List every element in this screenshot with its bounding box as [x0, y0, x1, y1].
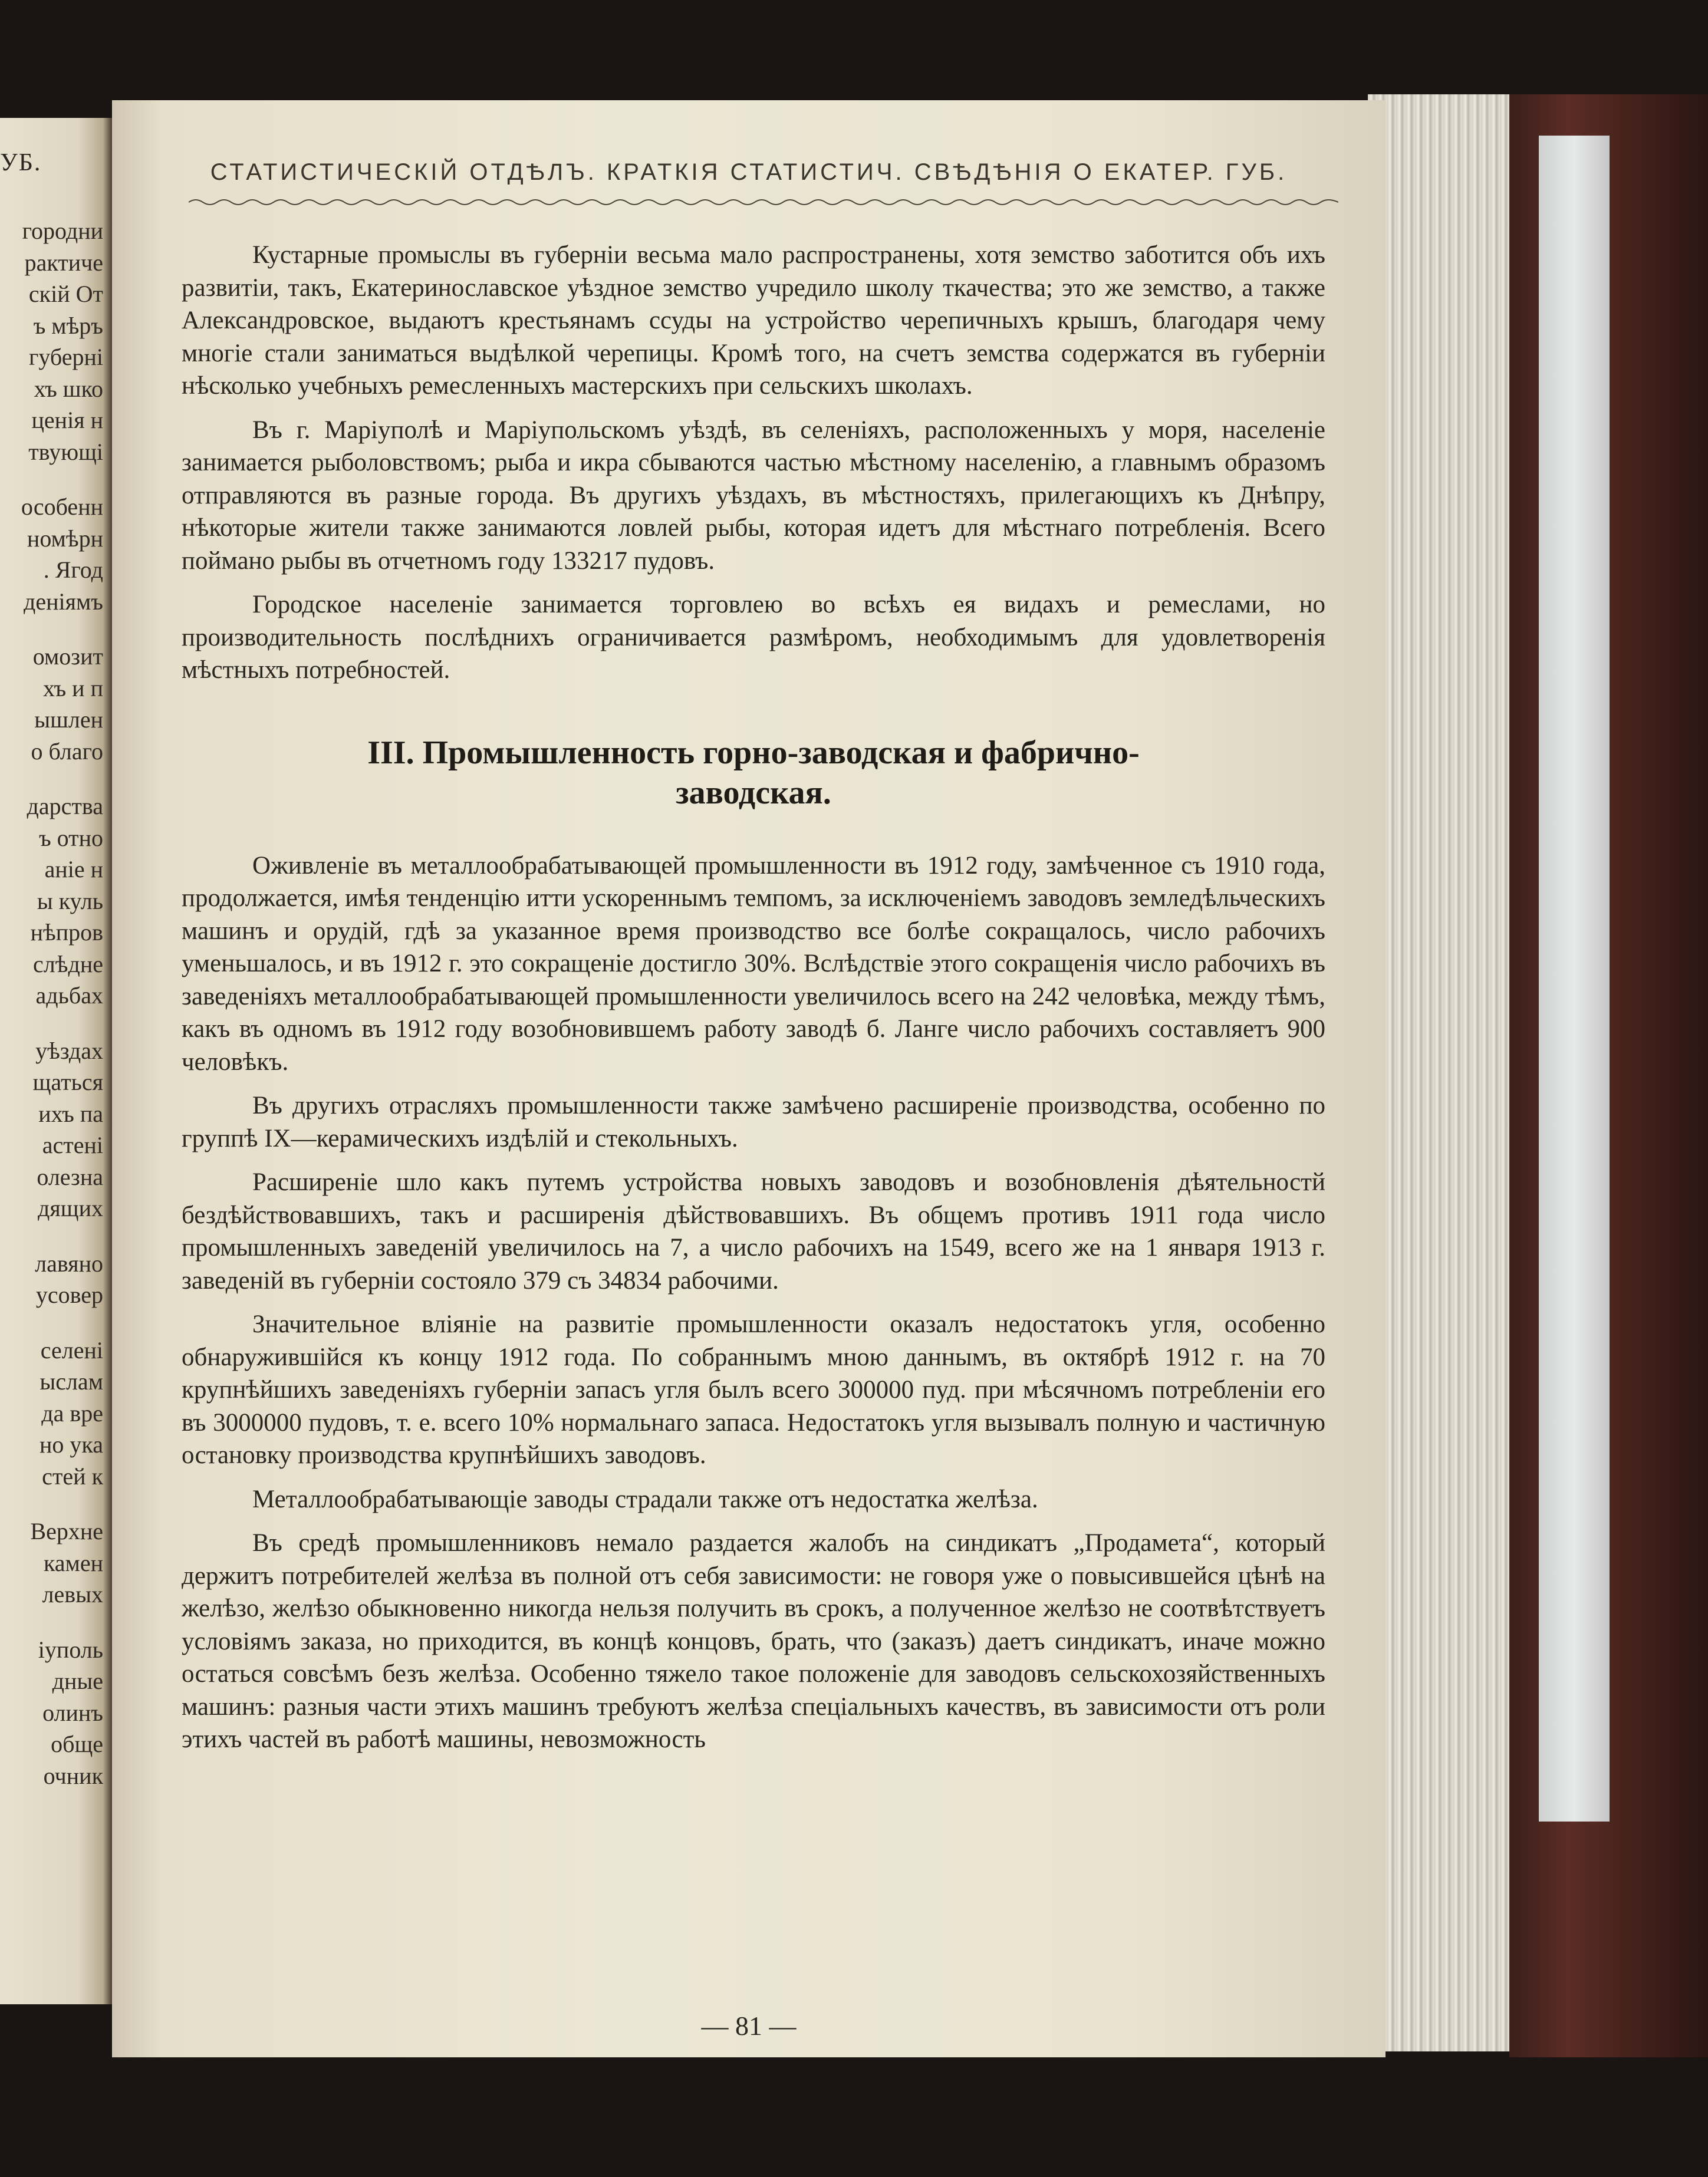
left-page-fragment: дные: [52, 1668, 103, 1694]
left-page-fragment: іуполь: [38, 1636, 103, 1663]
left-page-fragment: омозит: [32, 643, 103, 670]
left-page-fragment: особенн: [21, 493, 103, 520]
left-page-fragment: левых: [42, 1581, 103, 1608]
left-page-fragment: слѣдне: [33, 950, 103, 977]
left-page-fragment: ихъ па: [38, 1100, 103, 1127]
left-page-fragment: уѣздах: [35, 1037, 103, 1064]
left-page-fragment: стей к: [42, 1463, 103, 1490]
left-page-fragment: лавяно: [35, 1250, 103, 1277]
page-number: — 81 —: [701, 2011, 797, 2041]
left-page-fragment: олинъ: [42, 1699, 103, 1726]
left-page-fragment: аніе н: [44, 856, 103, 882]
section-heading: [182, 733, 1325, 813]
left-page-fragment: хъ и п: [43, 674, 103, 701]
book-page: [112, 100, 1386, 2057]
left-page-fragment: обще: [51, 1731, 103, 1757]
left-page-fragment: городни: [22, 218, 103, 244]
left-page-fragment: губерні: [29, 344, 103, 370]
paragraph-nedostatok-uglya: Значительное вліяніе на развитіе промышленности оказалъ недостатокъ угля, особенно обнаружившійся къ концу 1912 года. По собраннымъ мною даннымъ, въ октябрѣ 1912 г. на 70 крупнѣйшихъ заведеніяхъ губерніи запасъ угля былъ всего 300000 пуд. при мѣсячномъ потребленіи его въ 3000000 пудовъ, т. е. всего 10% нормальнаго запаса. Недостатокъ угля вызывалъ полную и частичную остановку производства крупнѣйшихъ заводовъ.: [182, 1310, 1325, 1469]
paragraph-rybolovstvo: Въ г. Маріуполѣ и Маріупольскомъ уѣздѣ, въ селеніяхъ, расположенныхъ у моря, населеніе занимается рыболовствомъ; рыба и икра сбываются частью мѣстному населенію, а главнымъ образомъ отправляются въ разные города. Въ другихъ уѣздахъ, въ мѣстностяхъ, прилегающихъ къ Днѣпру, нѣкоторые жители также занимаются ловлей рыбы, которая идетъ для мѣстнаго потребленія. Всего поймано рыбы въ отчетномъ году 133217 пудовъ.: [182, 416, 1325, 575]
left-page-fragment: хъ шко: [34, 375, 103, 402]
section-heading-line-1: III. Промышленность горно-заводская и фабрично-: [367, 734, 1140, 771]
left-page-fragment: дарства: [27, 793, 103, 819]
left-page-fragment: усовер: [35, 1282, 103, 1308]
left-page-fragment: но ука: [40, 1431, 103, 1458]
left-page-fragment: камен: [43, 1549, 103, 1576]
left-page-fragment: ъ отно: [38, 824, 103, 851]
left-page-fragment: Верхне: [30, 1518, 103, 1544]
left-page-fragment: да вре: [41, 1399, 103, 1427]
left-facing-page: [0, 118, 112, 2004]
left-page-fragment: о благо: [31, 737, 103, 765]
paragraph-rasshirenie: Расширеніе шло какъ путемъ устройства новыхъ заводовъ и возобновленія дѣятельностй бездѣйствовавшихъ, такъ и расширенія дѣйствовавшихъ. Въ общемъ противъ 1911 года число промышленныхъ заведеній увеличилось на 7, а число рабочихъ на 1549, всего же на 1 января 1913 г. заведеній въ губерніи состояло 379 съ 34834 рабочими.: [182, 1168, 1325, 1295]
left-page-fragment: астені: [42, 1132, 103, 1158]
left-page-fragment: деніямъ: [23, 588, 103, 615]
left-page-fragment: щаться: [32, 1069, 103, 1095]
left-page-fragment: селені: [40, 1336, 103, 1363]
left-page-fragment: ы куль: [37, 887, 103, 914]
left-page-fragment: дящих: [38, 1195, 103, 1221]
bookmark-strip: [1539, 136, 1610, 1822]
paragraph-gorodskoe-naselenie: Городское населеніе занимается торговлею во всѣхъ ея видахъ и ремеслами, но производительность послѣднихъ ограничивается размѣромъ, необходимымъ для удовлетворенія мѣстныхъ потребностей.: [182, 591, 1325, 684]
left-page-fragment: ъ мѣръ: [33, 312, 103, 339]
left-page-fragment: скій От: [28, 281, 103, 307]
left-page-fragment: ценія н: [31, 407, 103, 433]
left-page-fragment: номѣрн: [27, 525, 103, 552]
left-page-header: УБ.: [0, 149, 42, 176]
paragraph-kustarnye: Кустарные промыслы въ губерніи весьма мало распространены, хотя земство заботится объ ихъ развитіи, такъ, Екатеринославское уѣздное земство учредило школу ткачества; это же земство, а также Александровское, выдаютъ крестьянамъ ссуды на устройство черепичныхъ крышъ, благодаря чему многіе стали заниматься выдѣлкой черепицы. Кромѣ того, на счетъ земства содержатся въ губерніи нѣсколько учебныхъ ремесленныхъ мастерскихъ при сельскихъ школахъ.: [182, 241, 1325, 400]
left-page-fragment: нѣпров: [30, 919, 103, 946]
left-page-fragment: . Ягод: [43, 556, 103, 583]
left-page-fragment: ыслам: [40, 1368, 103, 1395]
left-page-fragment: твующі: [28, 438, 103, 465]
running-head: СТАТИСТИЧЕСКІЙ ОТДѢЛЪ. КРАТКІЯ СТАТИСТИЧ. СВѢДѢНІЯ О ЕКАТЕР. ГУБ.: [210, 159, 1288, 185]
paragraph-prodamet: Въ средѣ промышленниковъ немало раздается жалобъ на синдикатъ „Продамета“, который держитъ потребителей желѣза въ полной отъ себя зависимости: не говоря уже о повысившейся цѣнѣ на желѣзо, желѣзо обыкновенно никогда нельзя получить въ срокъ, а полученное желѣзо не соотвѣтствуетъ условіямъ заказа, но приходится, въ концѣ концовъ, брать, что (заказъ) даетъ синдикатъ, иначе можно остаться совсѣмъ безъ желѣза. Особенно тяжело такое положеніе для заводовъ сельскохозяйственныхъ машинъ: разныя части этихъ машинъ требуютъ желѣза спеціальныхъ качествъ, въ зависимости отъ роли этихъ частей въ работѣ машины, невозможность: [182, 1529, 1325, 1753]
left-page-fragment: олезна: [37, 1163, 103, 1190]
page-body: [182, 239, 1325, 1767]
section-heading-line-2: заводская.: [676, 774, 831, 811]
left-page-fragment: рактиче: [24, 249, 103, 276]
paragraph-ozhivlenie: Оживленіе въ металлообрабатывающей промышленности въ 1912 году, замѣченное съ 1910 года, продолжается, имѣя тенденцію итти ускореннымъ темпомъ, за исключеніемъ заводовъ земледѣльческихъ машинъ и орудій, гдѣ за указанное время производство все болѣе сокращалось, число рабочихъ уменьшалось, и въ 1912 г. это сокращеніе достигло 30%. Вслѣдствіе этого сокращенія число рабочихъ въ заведеніяхъ металлообрабатывающей промышленности увеличилось всего на 242 человѣка, между тѣмъ, какъ въ одномъ въ 1912 году возобновившемъ работу заводѣ б. Ланге число рабочихъ составляетъ 900 человѣкъ.: [182, 851, 1325, 1076]
left-page-fragment: ышлен: [34, 706, 103, 733]
paragraph-nedostatok-zheleza: Металлообрабатывающіе заводы страдали также отъ недостатка желѣза.: [252, 1485, 1038, 1513]
left-page-fragment: адьбах: [35, 982, 103, 1009]
left-page-fragment: очник: [43, 1762, 103, 1789]
wavy-header-rule: [189, 196, 1338, 208]
paragraph-drugie-otrasli: Въ другихъ отрасляхъ промышленности также замѣчено расширеніе производства, особенно по группѣ IX—керамическихъ издѣлій и стекольныхъ.: [182, 1092, 1325, 1152]
